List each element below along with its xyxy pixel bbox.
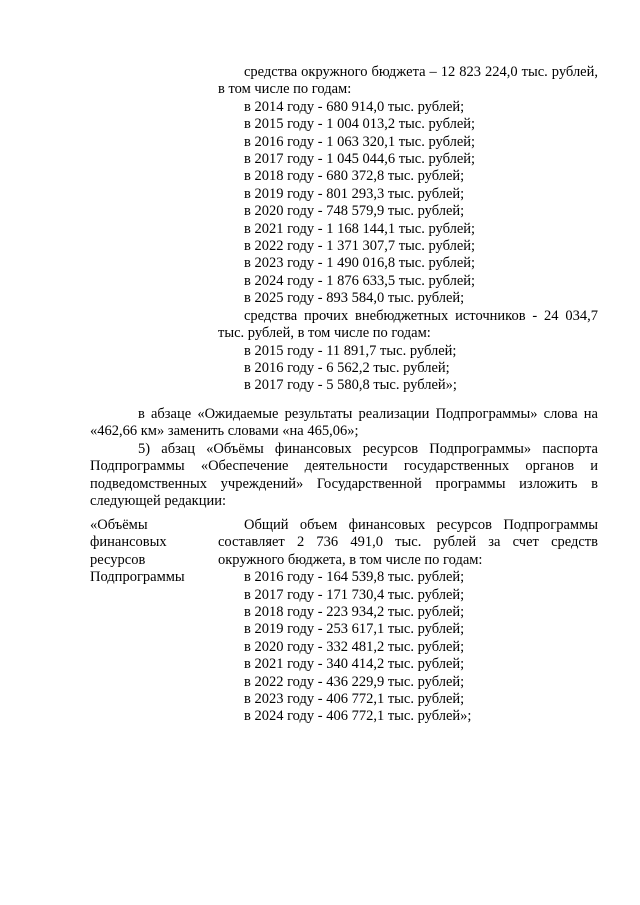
district-budget-block xyxy=(218,64,598,395)
extrabudgetary-heading: средства прочих внебюджетных источников - 24 034,7 тыс. рублей, в том числе по годам: xyxy=(218,307,598,342)
year-line: в 2024 году - 406 772,1 тыс. рублей»; xyxy=(244,708,472,725)
amendment-5-paragraph: 5) абзац «Объёмы финансовых ресурсов Подпрограммы» паспорта Подпрограммы «Обеспечение деятельности государственных органов и подведомственных учреждений» Государственной программы изложить в следующей редакции: xyxy=(90,441,598,510)
label-line: «Объёмы xyxy=(90,517,148,533)
label-line: финансовых xyxy=(90,534,167,551)
extrabudgetary-years xyxy=(218,343,598,395)
label-line: ресурсов xyxy=(90,551,146,568)
expected-results-paragraph: в абзаце «Ожидаемые результаты реализации Подпрограммы» слова на «462,66 км» заменить словами «на 465,06»; xyxy=(90,406,598,440)
year-line: в 2016 году - 164 539,8 тыс. рублей; xyxy=(244,569,465,586)
year-line: в 2020 году - 332 481,2 тыс. рублей; xyxy=(244,638,465,655)
year-line: в 2015 году - 1 004 013,2 тыс. рублей; xyxy=(244,116,476,133)
year-line: в 2017 году - 1 045 044,6 тыс. рублей; xyxy=(244,151,476,168)
subprogram-financing-heading: Общий объем финансовых ресурсов Подпрограммы составляет 2 736 491,0 тыс. рублей за счет средств окружного бюджета, в том числе по годам: xyxy=(218,517,598,568)
year-line: в 2019 году - 801 293,3 тыс. рублей; xyxy=(244,185,465,202)
year-line: в 2022 году - 436 229,9 тыс. рублей; xyxy=(244,673,465,690)
financial-resources-label xyxy=(90,517,210,587)
year-line: в 2019 году - 253 617,1 тыс. рублей; xyxy=(244,621,465,638)
year-line: в 2018 году - 223 934,2 тыс. рублей; xyxy=(244,604,465,621)
year-line: в 2025 году - 893 584,0 тыс. рублей; xyxy=(244,290,465,307)
label-line: Подпрограммы xyxy=(90,569,185,586)
subprogram-financing-years xyxy=(218,569,598,726)
year-line: в 2021 году - 340 414,2 тыс. рублей; xyxy=(244,656,465,673)
year-line: в 2014 году - 680 914,0 тыс. рублей; xyxy=(244,98,465,115)
year-line: в 2021 году - 1 168 144,1 тыс. рублей; xyxy=(244,220,476,237)
year-line: в 2016 году - 6 562,2 тыс. рублей; xyxy=(244,359,450,376)
year-line: в 2017 году - 171 730,4 тыс. рублей; xyxy=(244,586,465,603)
year-line: в 2023 году - 1 490 016,8 тыс. рублей; xyxy=(244,255,476,272)
year-line: в 2022 году - 1 371 307,7 тыс. рублей; xyxy=(244,238,476,255)
district-budget-years xyxy=(218,99,598,308)
year-line: в 2016 году - 1 063 320,1 тыс. рублей; xyxy=(244,133,476,150)
district-budget-heading: средства окружного бюджета – 12 823 224,0 тыс. рублей, в том числе по годам: xyxy=(218,64,598,98)
year-line: в 2023 году - 406 772,1 тыс. рублей; xyxy=(244,691,465,708)
year-line: в 2017 году - 5 580,8 тыс. рублей»; xyxy=(244,377,457,394)
year-line: в 2015 году - 11 891,7 тыс. рублей; xyxy=(244,342,457,359)
year-line: в 2024 году - 1 876 633,5 тыс. рублей; xyxy=(244,272,476,289)
year-line: в 2020 году - 748 579,9 тыс. рублей; xyxy=(244,203,465,220)
subprogram-financing-block xyxy=(218,517,598,726)
year-line: в 2018 году - 680 372,8 тыс. рублей; xyxy=(244,168,465,185)
